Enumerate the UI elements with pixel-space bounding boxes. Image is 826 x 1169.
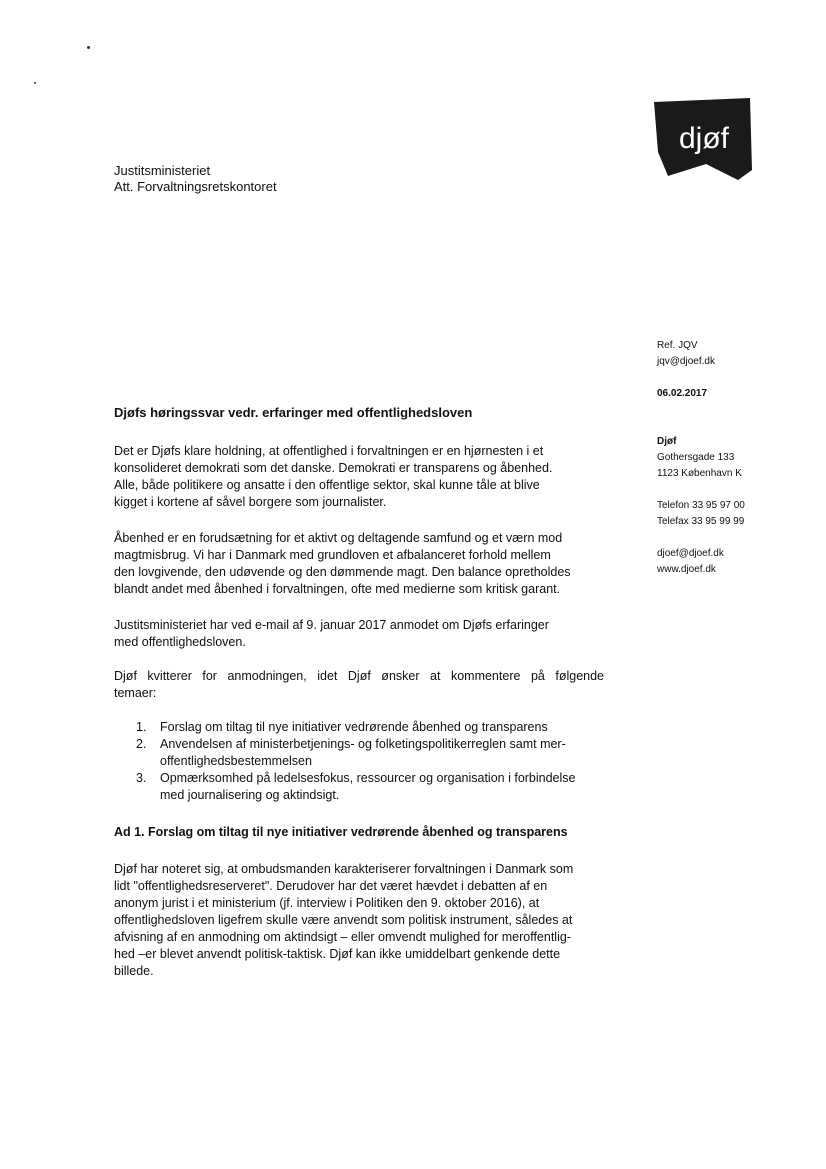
- list-item: [114, 719, 604, 736]
- paragraph-line: kigget i kortene af såvel borgere som journalister.: [114, 495, 387, 509]
- scan-speck: [34, 82, 36, 84]
- list-item-line: Opmærksomhed på ledelsesfokus, ressourcer og organisation i forbindelse: [160, 771, 576, 785]
- paragraph-line: Alle, både politikere og ansatte i den offentlige sektor, skal kunne tåle at blive: [114, 478, 540, 492]
- sender-org: Djøf: [657, 436, 677, 447]
- topics-list: [114, 719, 604, 804]
- list-number: 1.: [136, 720, 147, 734]
- paragraph-line: offentlighedsloven ligefrem skulle være anvendt som politisk instrument, således at: [114, 913, 573, 927]
- sender-fax: Telefax 33 95 99 99: [657, 516, 745, 527]
- paragraph-line: blandt andet med åbenhed i forvaltningen, ofte med medierne som kritisk garant.: [114, 582, 561, 596]
- paragraph-line: magtmisbrug. Vi har i Danmark med grundloven et afbalanceret forhold mellem: [114, 548, 551, 562]
- letter-subject: Djøfs høringssvar vedr. erfaringer med offentlighedsloven: [114, 405, 473, 420]
- paragraph-line: Djøf har noteret sig, at ombudsmanden karakteriserer forvaltningen i Danmark som: [114, 862, 574, 876]
- paragraph-line: billede.: [114, 964, 154, 978]
- paragraph: [114, 861, 604, 980]
- recipient-line: Justitsministeriet: [114, 163, 211, 178]
- list-item: [114, 736, 604, 770]
- sender-sidebar: [657, 338, 817, 578]
- paragraph-line: den lovgivende, den udøvende og den dømmende magt. Den balance opretholdes: [114, 565, 571, 579]
- sender-email: djoef@djoef.dk: [657, 548, 724, 559]
- sender-city: 1123 København K: [657, 468, 742, 479]
- scan-speck: [87, 46, 90, 49]
- list-number: 3.: [136, 771, 147, 785]
- paragraph: [114, 530, 604, 598]
- paragraph: [114, 443, 604, 511]
- paragraph-line: med offentlighedsloven.: [114, 635, 246, 649]
- recipient-address: [114, 163, 277, 195]
- list-item-line: med journalisering og aktindsigt.: [160, 788, 340, 802]
- recipient-line: Att. Forvaltningsretskontoret: [114, 179, 277, 194]
- list-number: 2.: [136, 737, 147, 751]
- paragraph-line: konsolideret demokrati som det danske. Demokrati er transparens og åbenhed.: [114, 461, 553, 475]
- list-item-line: Forslag om tiltag til nye initiativer vedrørende åbenhed og transparens: [160, 720, 548, 734]
- reference-email: jqv@djoef.dk: [657, 356, 715, 367]
- paragraph-line: Djøf kvitterer for anmodningen, idet Djøf ønsker at kommentere på følgende: [114, 669, 604, 683]
- paragraph: [114, 668, 604, 702]
- djof-logo-icon: [646, 92, 758, 184]
- reference: Ref. JQV: [657, 340, 698, 351]
- paragraph-line: Åbenhed er en forudsætning for et aktivt og deltagende samfund og et værn mod: [114, 531, 563, 545]
- section-heading: Ad 1. Forslag om tiltag til nye initiativer vedrørende åbenhed og transparens: [114, 825, 568, 839]
- list-item-line: Anvendelsen af ministerbetjenings- og folketingspolitikerreglen samt mer-: [160, 737, 566, 751]
- paragraph-line: Justitsministeriet har ved e-mail af 9. januar 2017 anmodet om Djøfs erfaringer: [114, 618, 549, 632]
- sender-web: www.djoef.dk: [657, 564, 716, 575]
- letter-date: 06.02.2017: [657, 388, 708, 399]
- logo-text: djøf: [678, 122, 730, 155]
- paragraph-line: anonym jurist i et ministerium (jf. interview i Politiken den 9. oktober 2016), at: [114, 896, 540, 910]
- sender-street: Gothersgade 133: [657, 452, 735, 463]
- sender-phone: Telefon 33 95 97 00: [657, 500, 745, 511]
- paragraph-line: afvisning af en anmodning om aktindsigt – eller omvendt mulighed for meroffentlig-: [114, 930, 571, 944]
- list-item: [114, 770, 604, 804]
- djof-logo: [646, 92, 758, 184]
- paragraph-line: hed –er blevet anvendt politisk-taktisk. Djøf kan ikke umiddelbart genkende dette: [114, 947, 561, 961]
- list-item-line: offentlighedsbestemmelsen: [160, 754, 312, 768]
- paragraph-line: Det er Djøfs klare holdning, at offentlighed i forvaltningen er en hjørnesten i et: [114, 444, 544, 458]
- paragraph-line: temaer:: [114, 686, 157, 700]
- paragraph-line: lidt "offentlighedsreserveret". Derudover har det været hævdet i debatten af en: [114, 879, 548, 893]
- paragraph: [114, 617, 604, 651]
